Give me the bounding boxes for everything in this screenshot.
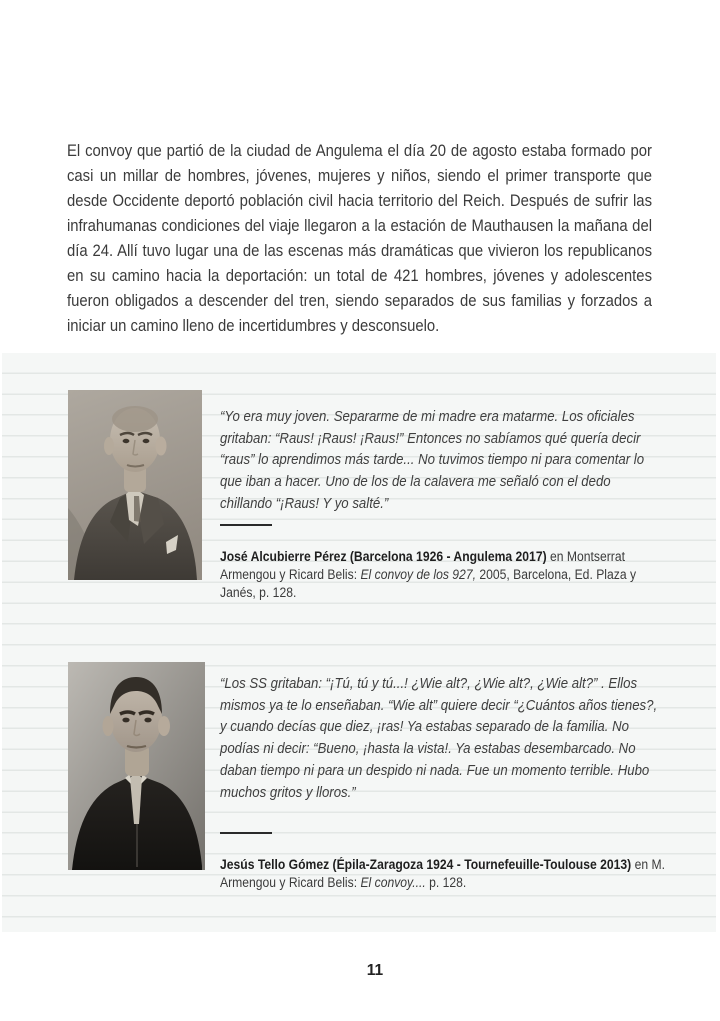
attribution-2: Jesús Tello Gómez (Épila-Zaragoza 1924 - Tournefeuille-Toulouse 2013) en M. Armengou y Ricard Belis: El convoy.... p. 128. (220, 856, 665, 890)
portrait-photo-2 (68, 662, 205, 870)
portrait-photo-1 (68, 390, 202, 580)
attribution-divider-2 (220, 832, 272, 834)
attribution-1: José Alcubierre Pérez (Barcelona 1926 - Angulema 2017) en Montserrat Armengou y Ricard Belis: El convoy de los 927, 2005, Barcelona, Ed. Plaza y Janés, p. 128. (220, 548, 637, 601)
page-number: 11 (366, 962, 384, 979)
attribution-divider-1 (220, 524, 272, 526)
intro-paragraph: El convoy que partió de la ciudad de Angulema el día 20 de agosto estaba formado por casi un millar de hombres, jóvenes, mujeres y niños, siendo el primer transporte que desde Occidente deportó población civil hacia territorio del Reich. Después de sufrir las infrahumanas condiciones del viaje llegaron a la estación de Mauthausen la mañana del día 24. Allí tuvo lugar una de las escenas más dramáticas que vivieron los republicanos en su camino hacia la deportación: un total de 421 hombres, jóvenes y adolescentes fueron obligados a descender del tren, siendo separados de sus familias y forzados a iniciar un camino lleno de incertidumbres y desconsuelo. (67, 141, 652, 335)
quote-text-1: “Yo era muy joven. Separarme de mi madre era matarme. Los oficiales gritaban: “Raus! ¡Raus! ¡Raus!” Entonces no sabíamos qué quería decir “raus” lo aprendimos más tarde... No tuvimos tiempo ni para comentar lo que iban a hacer. Uno de los de la calavera me señaló con el dedo chillando “¡Raus! Y yo salté.” (220, 408, 645, 512)
quote-text-2: “Los SS gritaban: “¡Tú, tú y tú...! ¿Wie alt?, ¿Wie alt?, ¿Wie alt?” . Ellos mismos ya te lo enseñaban. “Wie alt” quiere decir “¿Cuántos años tienes?, y cuando decías que diez, ¡ras! Ya estabas separado de la familia. No podías ni decir: “Bueno, ¡hasta la vista!. Ya estabas desembarcado. No daban tiempo ni para un despido ni nada. Fue un momento terrible. Hubo muchos gritos y lloros.” (220, 675, 658, 801)
